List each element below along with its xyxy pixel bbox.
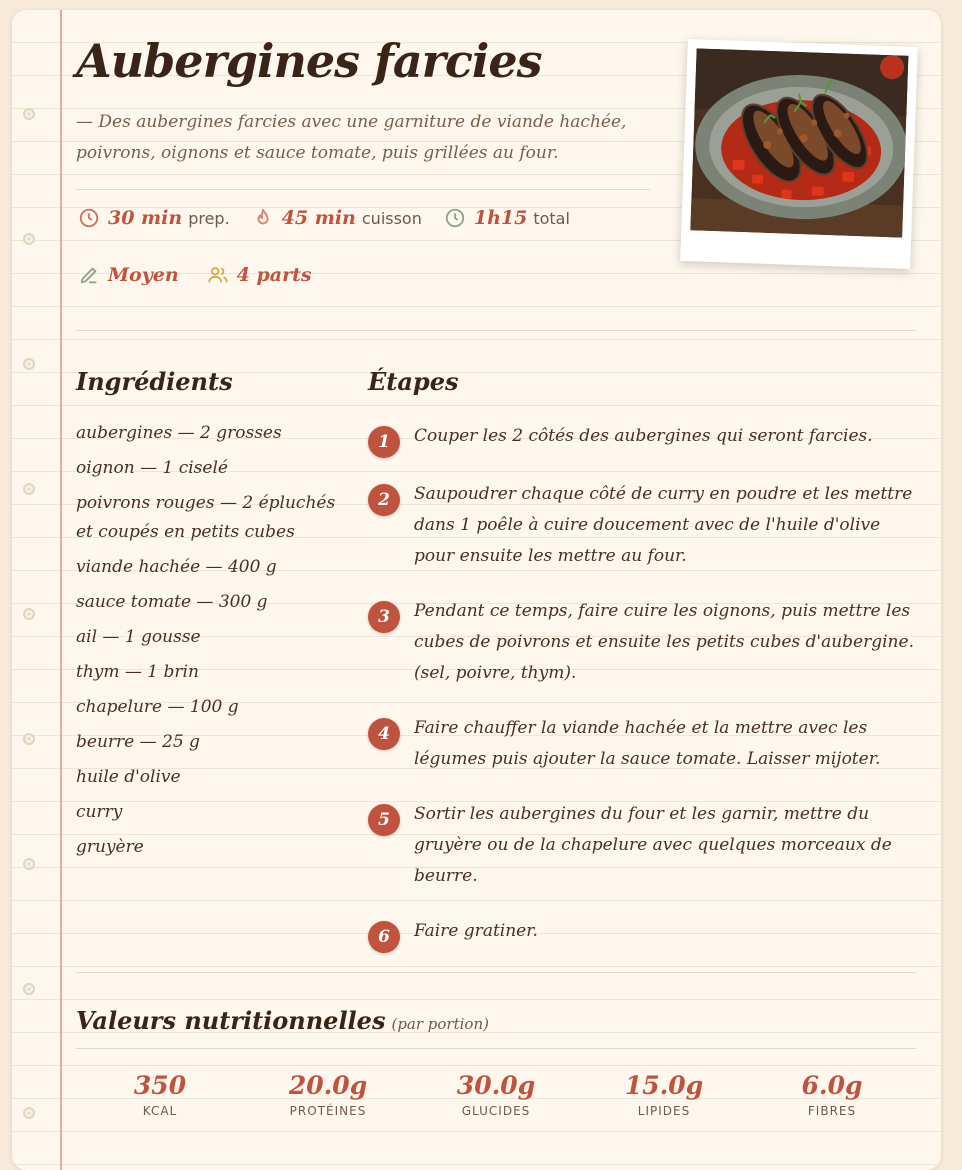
binder-hole xyxy=(23,983,35,995)
step-item xyxy=(368,596,918,689)
nutrition-title-text: Valeurs nutritionnelles xyxy=(76,1006,386,1035)
clock-icon xyxy=(444,207,466,229)
binder-hole xyxy=(23,858,35,870)
nutrition-label: KCAL xyxy=(142,1104,178,1118)
prep-time-label: prep. xyxy=(188,208,230,228)
nutrition-label: LIPIDES xyxy=(637,1104,691,1118)
binder-hole xyxy=(23,233,35,245)
nutrition-item-kcal xyxy=(76,1070,244,1118)
divider xyxy=(76,1048,916,1049)
cook-time-label: cuisson xyxy=(361,208,422,228)
step-number: 3 xyxy=(368,601,400,633)
recipe-title: Aubergines farcies xyxy=(76,34,542,88)
difficulty-meta-row xyxy=(78,264,340,286)
servings xyxy=(207,264,318,286)
step-number: 1 xyxy=(368,426,400,458)
users-icon xyxy=(207,264,229,286)
nutrition-subtitle: (par portion) xyxy=(391,1015,489,1033)
nutrition-label: PROTÉINES xyxy=(289,1104,367,1118)
nutrition-value: 350 xyxy=(133,1071,187,1100)
recipe-card xyxy=(12,10,941,1170)
divider xyxy=(76,972,916,973)
servings-value: 4 parts xyxy=(236,264,312,286)
nutrition-value: 15.0g xyxy=(624,1071,704,1100)
recipe-description: — Des aubergines farcies avec une garniture de viande hachée, poivrons, oignons et sauce tomate, puis grillées au four. xyxy=(76,112,627,163)
ingredient-item: chapelure — 100 g xyxy=(76,697,239,717)
ingredient-item: sauce tomate — 300 g xyxy=(76,592,268,612)
recipe-photo xyxy=(680,39,918,269)
nutrition-item-fats xyxy=(580,1070,748,1118)
step-item xyxy=(368,479,918,572)
ingredient-item: aubergines — 2 grosses xyxy=(76,423,282,443)
divider xyxy=(76,330,916,331)
steps-list xyxy=(368,421,918,974)
divider xyxy=(76,189,650,190)
step-text: Pendant ce temps, faire cuire les oignons, puis mettre les cubes de poivrons et ensuite les petits cubes d'aubergine. (sel, poivre, thym). xyxy=(414,601,914,683)
nutrition-value: 6.0g xyxy=(801,1071,863,1100)
binder-hole xyxy=(23,1107,35,1119)
steps-title: Étapes xyxy=(368,367,459,396)
step-item xyxy=(368,799,918,892)
margin-line xyxy=(60,10,62,1170)
nutrition-title xyxy=(76,1006,489,1035)
ingredient-item: poivrons rouges — 2 épluchés et coupés en petits cubes xyxy=(76,493,336,542)
step-item xyxy=(368,916,918,974)
ingredient-item: oignon — 1 ciselé xyxy=(76,458,228,478)
nutrition-label: GLUCIDES xyxy=(461,1104,531,1118)
nutrition-item-fibers xyxy=(748,1070,916,1118)
step-item xyxy=(368,713,918,775)
cook-time xyxy=(252,207,422,229)
nutrition-grid xyxy=(76,1070,916,1118)
nutrition-item-proteins xyxy=(244,1070,412,1118)
prep-time xyxy=(78,207,230,229)
time-meta-row xyxy=(78,207,592,229)
binder-hole xyxy=(23,483,35,495)
step-number: 2 xyxy=(368,484,400,516)
ingredients-list xyxy=(76,419,346,868)
total-time xyxy=(444,207,570,229)
binder-hole xyxy=(23,358,35,370)
step-text: Saupoudrer chaque côté de curry en poudre et les mettre dans 1 poêle à cuire doucement avec de l'huile d'olive pour ensuite les mettre au four. xyxy=(414,484,913,566)
nutrition-label: FIBRES xyxy=(807,1104,857,1118)
step-number: 4 xyxy=(368,718,400,750)
step-text: Faire gratiner. xyxy=(414,921,538,941)
difficulty xyxy=(78,264,185,286)
step-text: Sortir les aubergines du four et les garnir, mettre du gruyère ou de la chapelure avec quelques morceaux de beurre. xyxy=(414,804,892,886)
ingredient-item: gruyère xyxy=(76,837,144,857)
clock-icon xyxy=(78,207,100,229)
flame-icon xyxy=(252,207,274,229)
nutrition-item-carbs xyxy=(412,1070,580,1118)
binder-hole xyxy=(23,733,35,745)
pencil-icon xyxy=(78,264,100,286)
step-text: Faire chauffer la viande hachée et la mettre avec les légumes puis ajouter la sauce tomate. Laisser mijoter. xyxy=(414,718,881,769)
step-text: Couper les 2 côtés des aubergines qui seront farcies. xyxy=(414,426,873,446)
ingredient-item: viande hachée — 400 g xyxy=(76,557,277,577)
total-time-value: 1h15 xyxy=(473,207,528,229)
step-item xyxy=(368,421,918,479)
ingredient-item: thym — 1 brin xyxy=(76,662,199,682)
nutrition-value: 30.0g xyxy=(456,1071,536,1100)
step-number: 5 xyxy=(368,804,400,836)
binder-hole xyxy=(23,108,35,120)
cook-time-value: 45 min xyxy=(281,207,356,229)
nutrition-value: 20.0g xyxy=(288,1071,368,1100)
ingredients-title: Ingrédients xyxy=(76,367,233,396)
step-number: 6 xyxy=(368,921,400,953)
ingredient-item: huile d'olive xyxy=(76,767,181,787)
total-time-label: total xyxy=(533,208,570,228)
ingredient-item: ail — 1 gousse xyxy=(76,627,201,647)
difficulty-value: Moyen xyxy=(108,264,179,286)
dish-image xyxy=(690,48,908,237)
ingredient-item: curry xyxy=(76,802,123,822)
prep-time-value: 30 min xyxy=(108,207,183,229)
binder-hole xyxy=(23,608,35,620)
ingredient-item: beurre — 25 g xyxy=(76,732,200,752)
